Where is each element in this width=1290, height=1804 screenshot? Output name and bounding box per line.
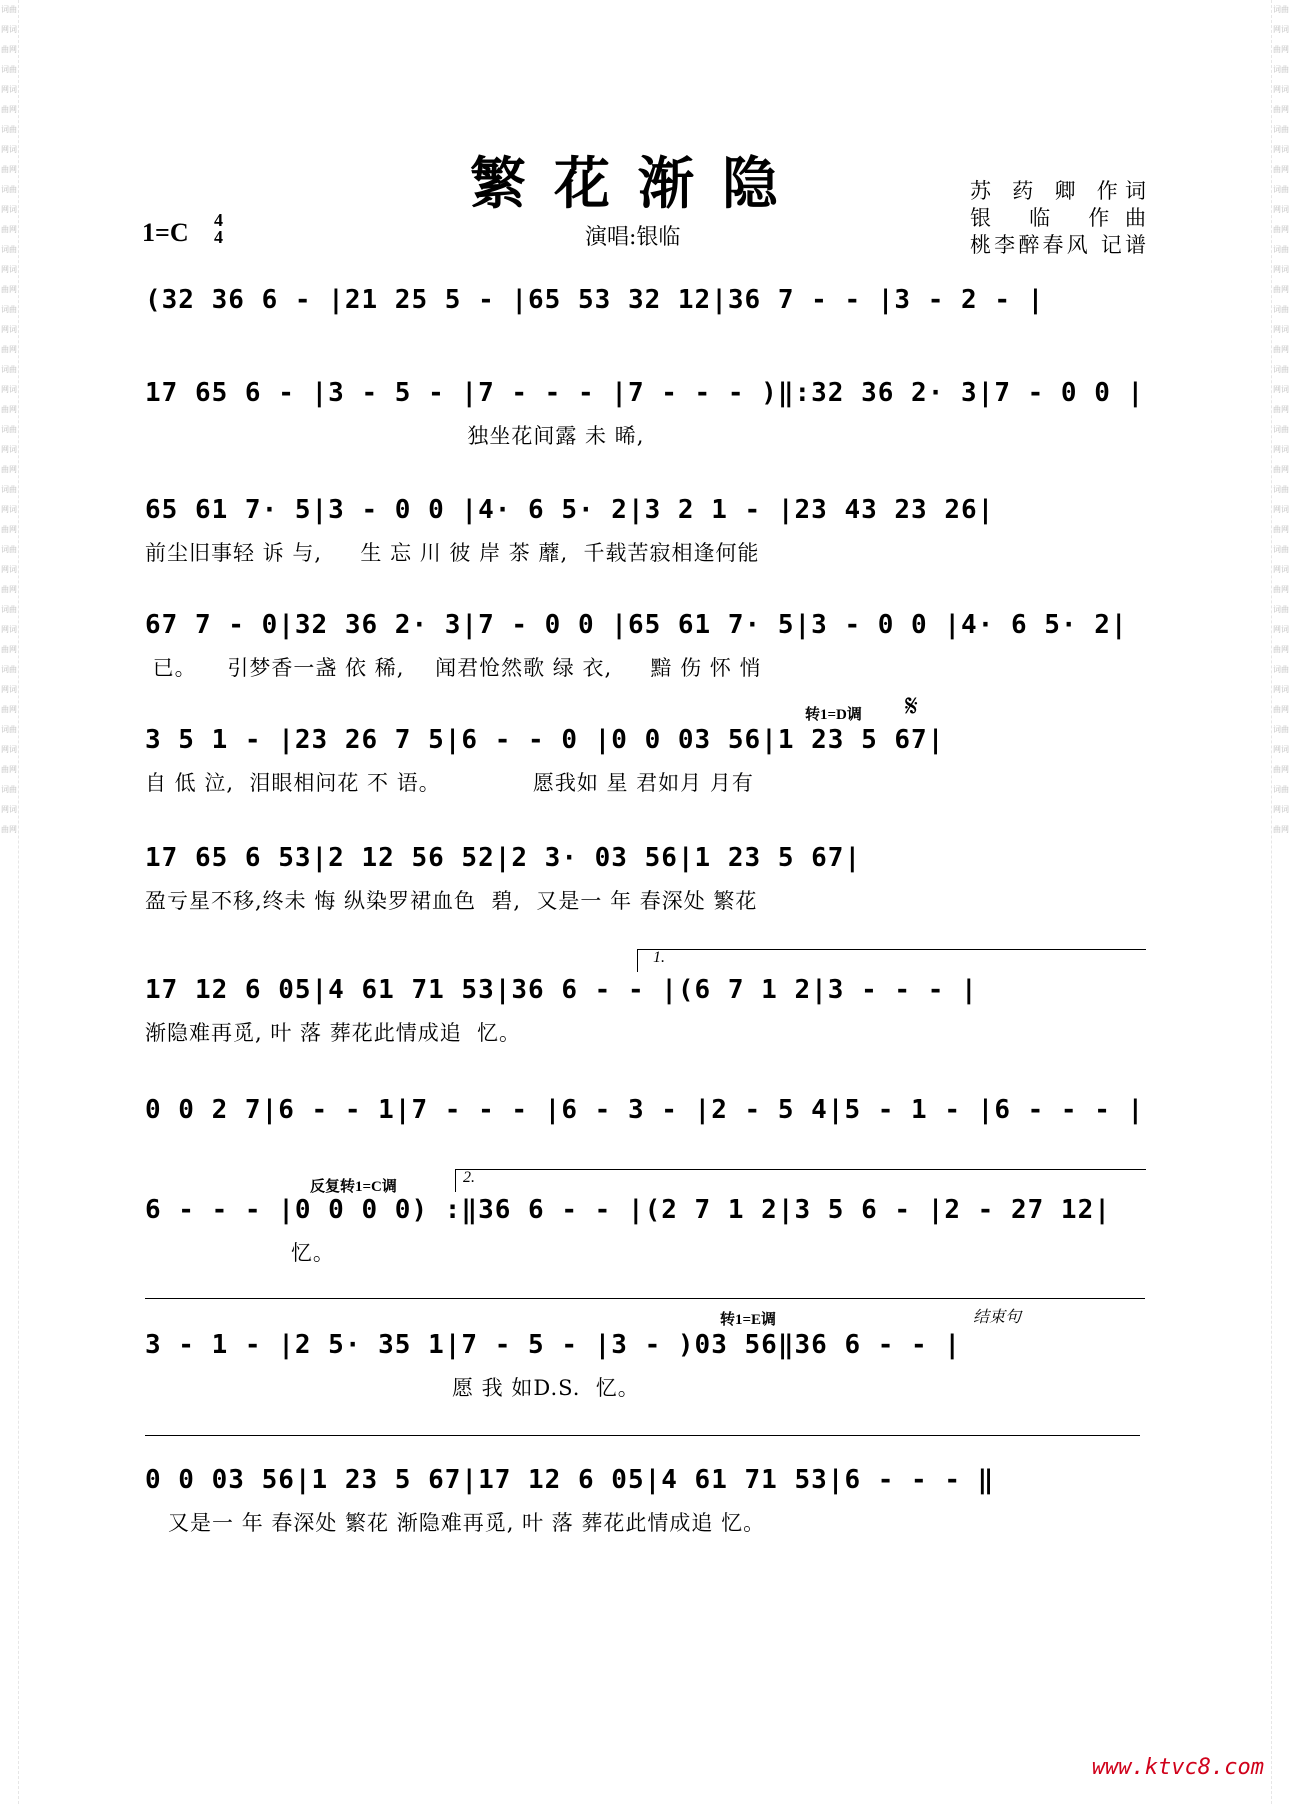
time-signature: [214, 212, 223, 246]
notes: 3 5 1 - |23 26 7 5|6 - - 0 |0 0 03 56|1 23 5 67|: [145, 725, 945, 755]
lyrics: 盈亏星不移,终未 悔 纵染罗裙血色 碧, 又是一 年 春深处 繁花: [145, 889, 758, 913]
lyricist: 苏 药 卿 作词: [970, 179, 1146, 203]
credits: [970, 178, 1146, 259]
left-watermark: 词曲网词曲网词曲网词曲网词曲网词曲网词曲网词曲网词曲网词曲网词曲网词曲网词曲网词曲网词曲网词曲网词曲网词曲网词曲网词曲网词曲网词曲网词曲网词曲网词曲网词曲网词曲网词曲网: [0, 0, 19, 1804]
right-watermark: 词曲网词曲网词曲网词曲网词曲网词曲网词曲网词曲网词曲网词曲网词曲网词曲网词曲网词曲网词曲网词曲网词曲网词曲网词曲网词曲网词曲网词曲网词曲网词曲网词曲网词曲网词曲网词曲网: [1271, 0, 1290, 1804]
time-signature-top: 4: [214, 210, 223, 230]
notes: (32 36 6 - |21 25 5 - |65 53 32 12|36 7 - - |3 - 2 - |: [145, 285, 1045, 315]
notes: 3 - 1 - |2 5· 35 1|7 - 5 - |3 - )03 56‖36 6 - - |: [145, 1330, 962, 1360]
lyrics: 忆。: [145, 1241, 335, 1265]
notes: 65 61 7· 5|3 - 0 0 |4· 6 5· 2|3 2 1 - |23 43 23 26|: [145, 495, 995, 525]
notes: 0 0 2 7|6 - - 1|7 - - - |6 - 3 - |2 - 5 4|5 - 1 - |6 - - - |: [145, 1095, 1145, 1125]
transcriber: 桃李醉春风 记谱: [970, 233, 1146, 257]
lyrics: 自 低 泣, 泪眼相问花 不 语。 愿我如 星 君如月 月有: [145, 771, 754, 795]
notes: 6 - - - |0 0 0 0) :‖36 6 - - |(2 7 1 2|3 5 6 - |2 - 27 12|: [145, 1195, 1111, 1225]
notes: 17 12 6 05|4 61 71 53|36 6 - - |(6 7 1 2|3 - - - |: [145, 975, 978, 1005]
lyrics: 渐隐难再觅, 叶 落 葬花此情成追 忆。: [145, 1021, 522, 1045]
composer: 银 临 作曲: [970, 206, 1146, 230]
lyrics: 又是一 年 春深处 繁花 渐隐难再觅, 叶 落 葬花此情成追 忆。: [145, 1511, 766, 1535]
notes: 0 0 03 56|1 23 5 67|17 12 6 05|4 61 71 53|6 - - - ‖: [145, 1465, 995, 1495]
modulation-repeat-to-c: 反复转1=C调: [310, 1179, 397, 1195]
modulation-to-d: 转1=D调: [805, 707, 862, 723]
time-signature-bottom: 4: [214, 227, 223, 247]
volta-2-label: 2.: [463, 1169, 475, 1186]
lyrics: 已。 引梦香一盏 依 稀, 闻君怆然歌 绿 衣, 黯 伤 怀 悄: [145, 656, 762, 680]
volta-1-bracket: [637, 949, 1146, 972]
key-signature: 1=C: [142, 218, 189, 247]
notes: 17 65 6 - |3 - 5 - |7 - - - |7 - - - )‖:32 36 2· 3|7 - 0 0 |: [145, 378, 1145, 408]
song-title: 繁花渐隐: [470, 151, 806, 217]
ending-line: [145, 1435, 1140, 1458]
volta-1-label: 1.: [653, 949, 665, 966]
modulation-to-e: 转1=E调: [720, 1312, 777, 1328]
lyrics: 愿 我 如D.S. 忆。: [145, 1376, 640, 1400]
lyrics: 独坐花间露 未 晞,: [145, 424, 645, 448]
lyrics: 前尘旧事轻 诉 与, 生 忘 川 彼 岸 茶 蘼, 千载苦寂相逢何能: [145, 541, 760, 565]
site-url: www.ktvc8.com: [1091, 1755, 1264, 1780]
notes: 17 65 6 53|2 12 56 52|2 3· 03 56|1 23 5 67|: [145, 843, 862, 873]
segno-sign: 𝄋: [905, 689, 918, 724]
singer: 演唱:银临: [585, 225, 681, 250]
ending-label: 结束句: [973, 1309, 1022, 1326]
notes: 67 7 - 0|32 36 2· 3|7 - 0 0 |65 61 7· 5|3 - 0 0 |4· 6 5· 2|: [145, 610, 1128, 640]
volta-2-bracket: [455, 1169, 1146, 1192]
